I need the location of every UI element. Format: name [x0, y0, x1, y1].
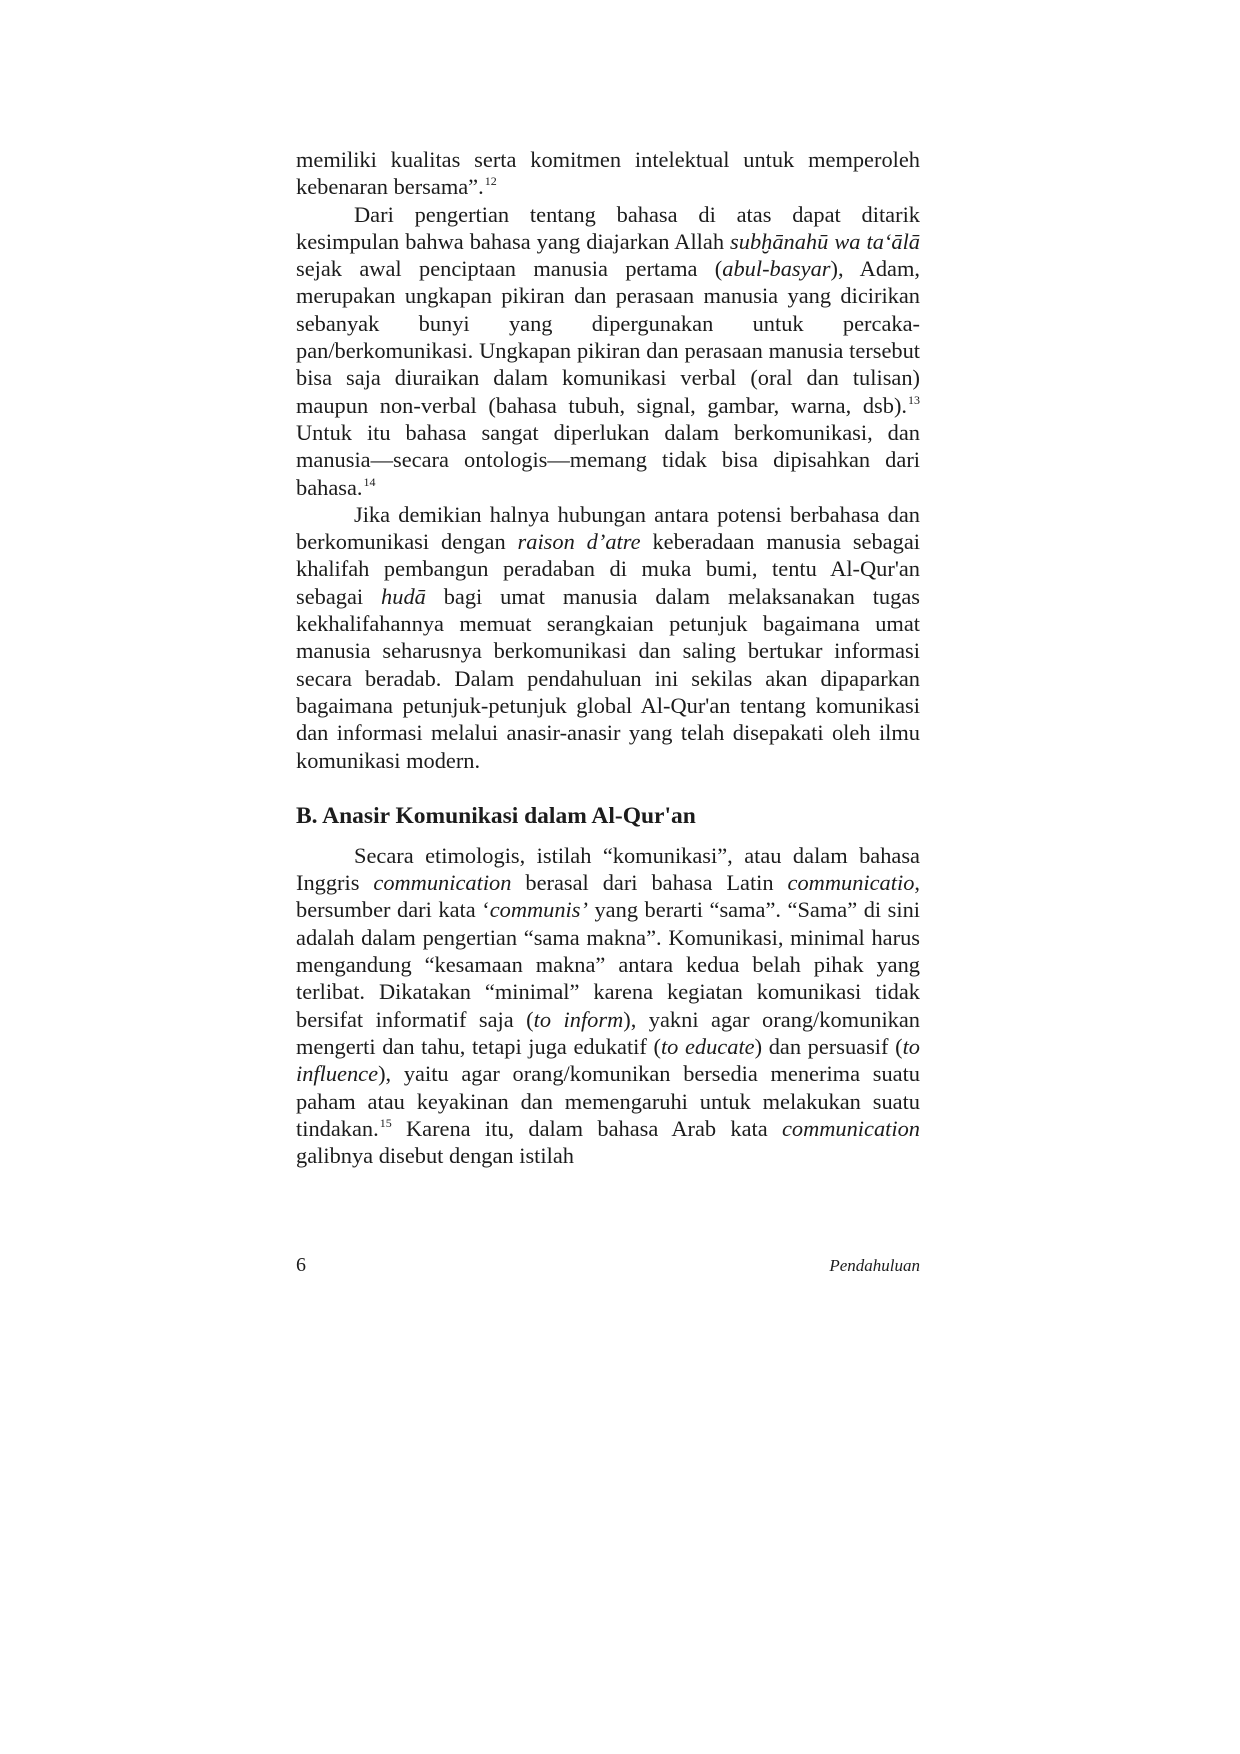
footnote-ref-12[interactable]: 12	[484, 174, 497, 189]
paragraph-khalifah: Jika demikian halnya hubungan antara potensi berbahasa dan berkomunikasi dengan raison d’atre keberadaan manusia sebagai khalifah pembangun peradaban di muka bumi, tentu Al-Qur'an sebagai hudā bagi umat manusia dalam melaksanakan tugas kekhalifahannya memuat serangkaian petunjuk bagaimana umat manusia seharusnya berkomunikasi dan saling bertukar informasi secara beradab. Dalam pendahuluan ini sekilas akan dipaparkan bagaimana petunjuk-petunjuk global Al-Qur'an tentang komunikasi dan informasi melalui anasir-anasir yang telah disepakati oleh ilmu komunikasi modern.	[296, 501, 920, 773]
italic-term: hudā	[381, 583, 426, 609]
italic-term: to inform	[533, 1006, 624, 1032]
page-number: 6	[296, 1254, 306, 1276]
paragraph-bahasa-allah: Dari pengertian tentang bahasa di atas dapat ditarik kesimpulan bahwa bahasa yang diajarkan Allah subḫānahū wa ta‘ālā sejak awal penciptaan manusia pertama (abul-basyar), Adam, merupakan ungkapan pikiran dan perasaan manusia yang dicirikan sebanyak bunyi yang dipergunakan untuk percakapan/berkomunikasi. Ungkapan pikiran dan perasaan manusia tersebut bisa saja diuraikan dalam komunikasi verbal (oral dan tulisan) maupun non-verbal (bahasa tubuh, signal, gambar, warna, dsb).$^{13}$ Untuk itu bahasa sangat diperlukan dalam berkomunikasi, dan manusia—secara ontologis—memang tidak bisa dipisahkan dari bahasa.$^{14}$	[296, 201, 921, 500]
italic-term: subḫānahū wa ta‘ālā	[730, 228, 920, 254]
italic-term: communication	[373, 870, 512, 896]
italic-term: raison d’atre	[517, 529, 641, 555]
italic-term: abul-basyar	[722, 256, 831, 282]
italic-term: communis’	[489, 897, 588, 923]
page-body	[296, 146, 920, 1169]
section-heading: B. Anasir Komunikasi dalam Al-Qur'an	[296, 802, 696, 829]
footnote-ref-13[interactable]: 13	[908, 392, 920, 407]
paragraph-continuation	[296, 146, 920, 201]
paragraph-text: memiliki kualitas serta komitmen intelektual untuk memperoleh kebenaran bersama”.	[296, 147, 920, 200]
italic-term: communication	[781, 1115, 920, 1141]
italic-term: to educate	[660, 1033, 755, 1059]
footnote-ref-15[interactable]: 15	[379, 1115, 392, 1130]
running-title: Pendahuluan	[829, 1256, 920, 1275]
paragraph-etimologis: Secara etimologis, istilah “komunikasi”, atau dalam bahasa Inggris communication berasal dari bahasa Latin communicatio, bersumber dari kata ‘communis’ yang berarti “sama”. “Sama” di sini adalah dalam pengertian “sama makna”. Komunikasi, minimal harus mengandung “kesamaan makna” antara kedua belah pihak yang terlibat. Dikatakan “minimal” karena kegiatan komunikasi tidak bersifat informatif saja (to inform), yakni agar orang/komunikan mengerti dan tahu, tetapi juga edukatif (to educate) dan persuasif (to influence), yaitu agar orang/komunikan bersedia menerima suatu paham atau keyakinan dan memengaruhi untuk melakukan suatu tindakan.$^{15}$ Karena itu, dalam bahasa Arab kata communication galibnya disebut dengan istilah	[296, 842, 921, 1169]
italic-term: communicatio	[787, 870, 915, 896]
italic-term: to influence	[296, 1033, 920, 1087]
footnote-ref-14[interactable]: 14	[363, 474, 376, 489]
